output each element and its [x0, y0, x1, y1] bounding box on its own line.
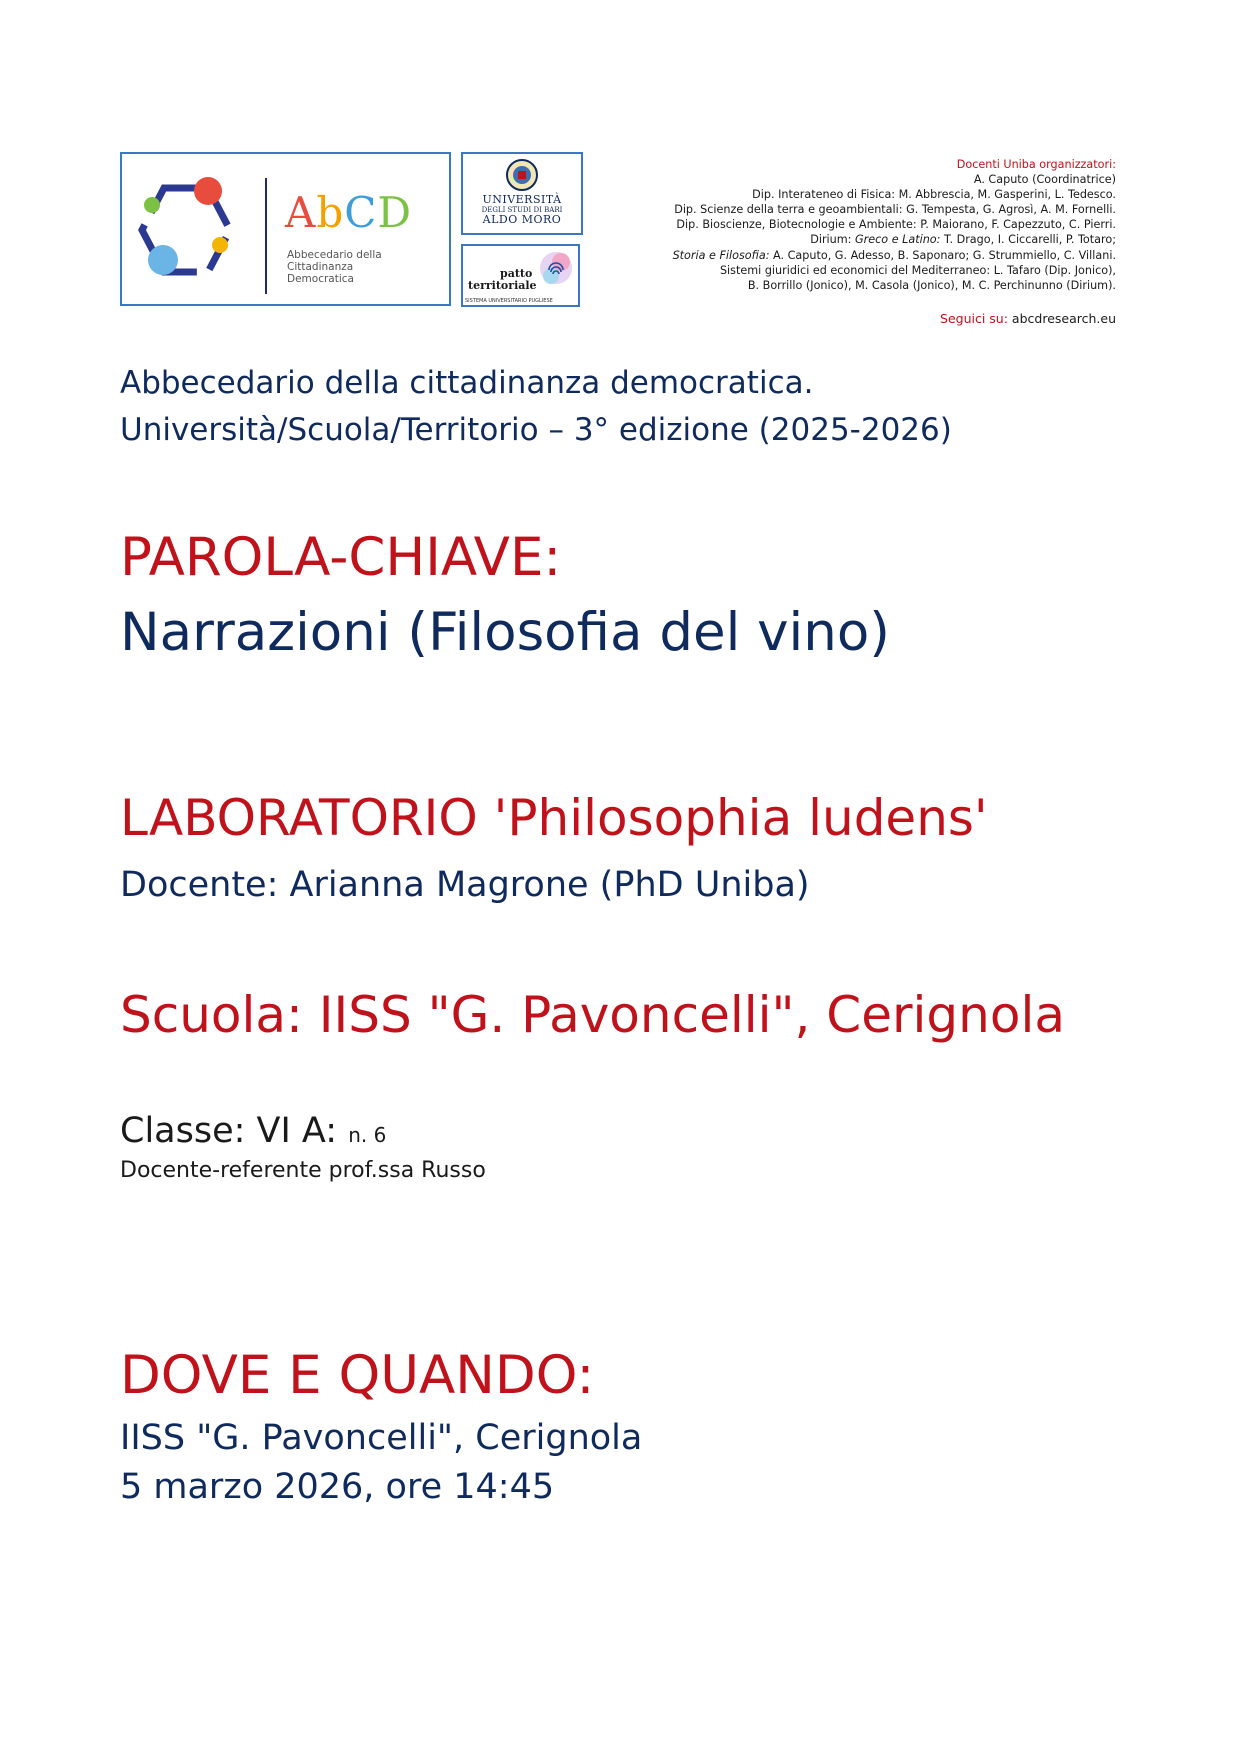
where-when-label: DOVE E QUANDO: — [120, 1345, 595, 1406]
organizer-line: Sistemi giuridici ed economici del Mediterraneo: L. Tafaro (Dip. Jonico), — [719, 263, 1116, 277]
fingerprint-icon — [539, 250, 573, 290]
organizers-block — [596, 157, 1116, 293]
follow-link[interactable]: abcdresearch.eu — [1011, 311, 1116, 326]
organizer-line: Dip. Bioscienze, Biotecnologie e Ambiente: P. Maiorano, F. Capezzuto, C. Pierri. — [676, 218, 1116, 232]
organizer-line: Storia e Filosofia: A. Caputo, G. Adesso, B. Saponaro; G. Strummiello, C. Villani. — [672, 248, 1116, 262]
laboratory-title: LABORATORIO 'Philosophia ludens' — [120, 789, 988, 847]
intro-title: Abbecedario della cittadinanza democratica. Università/Scuola/Territorio – 3° edizione (2025-2026) — [120, 365, 952, 448]
keyword-value: Narrazioni (Filosofia del vino) — [120, 602, 890, 663]
class-count: n. 6 — [348, 1123, 387, 1147]
wordmark-c: C — [344, 188, 378, 237]
uniba-logo — [461, 152, 583, 235]
class-referent: Docente-referente prof.ssa Russo — [120, 1158, 486, 1183]
organizer-line: A. Caputo (Coordinatrice) — [973, 173, 1116, 187]
hexagon-logo-icon — [130, 172, 250, 292]
wordmark-b: b — [316, 188, 345, 237]
organizer-line: Dirium: Greco e Latino: T. Drago, I. Ciccarelli, P. Totaro; — [810, 233, 1116, 247]
organizers-header: Docenti Uniba organizzatori: — [956, 158, 1116, 171]
wordmark-a: A — [285, 188, 317, 237]
abcd-wordmark — [285, 188, 412, 237]
organizer-line: Dip. Scienze della terra e geoambientali: G. Tempesta, G. Agrosì, A. M. Fornelli. — [674, 203, 1116, 217]
university-seal-icon — [505, 158, 539, 192]
follow-label: Seguici su: — [940, 311, 1008, 326]
organizer-line: Dip. Interateneo di Fisica: M. Abbrescia, M. Gasperini, L. Tedesco. — [752, 188, 1116, 202]
patto-footer: SISTEMA UNIVERSITARIO PUGLIESE — [465, 298, 553, 304]
class-info — [120, 1108, 386, 1158]
organizer-line: B. Borrillo (Jonico), M. Casola (Jonico), M. C. Perchinunno (Dirium). — [747, 278, 1116, 292]
wordmark-d: D — [377, 188, 413, 237]
uniba-name: UNIVERSITÀ DEGLI STUDI DI BARI ALDO MORO — [481, 193, 563, 226]
class-label: Classe: VI A: — [120, 1111, 338, 1151]
event-place: IISS "G. Pavoncelli", Cerignola — [120, 1418, 643, 1458]
event-datetime: 5 marzo 2026, ore 14:45 — [120, 1467, 555, 1507]
patto-territoriale-logo — [461, 244, 580, 307]
follow-us — [940, 311, 1116, 326]
abcd-subtitle: Abbecedario della Cittadinanza Democratica — [287, 249, 382, 285]
abcd-logo — [120, 152, 451, 306]
school-title: Scuola: IISS "G. Pavoncelli", Cerignola — [120, 986, 1065, 1044]
patto-name: patto territoriale — [468, 267, 537, 292]
laboratory-teacher: Docente: Arianna Magrone (PhD Uniba) — [120, 865, 810, 905]
logo-separator — [265, 178, 267, 294]
keyword-label: PAROLA-CHIAVE: — [120, 527, 562, 588]
